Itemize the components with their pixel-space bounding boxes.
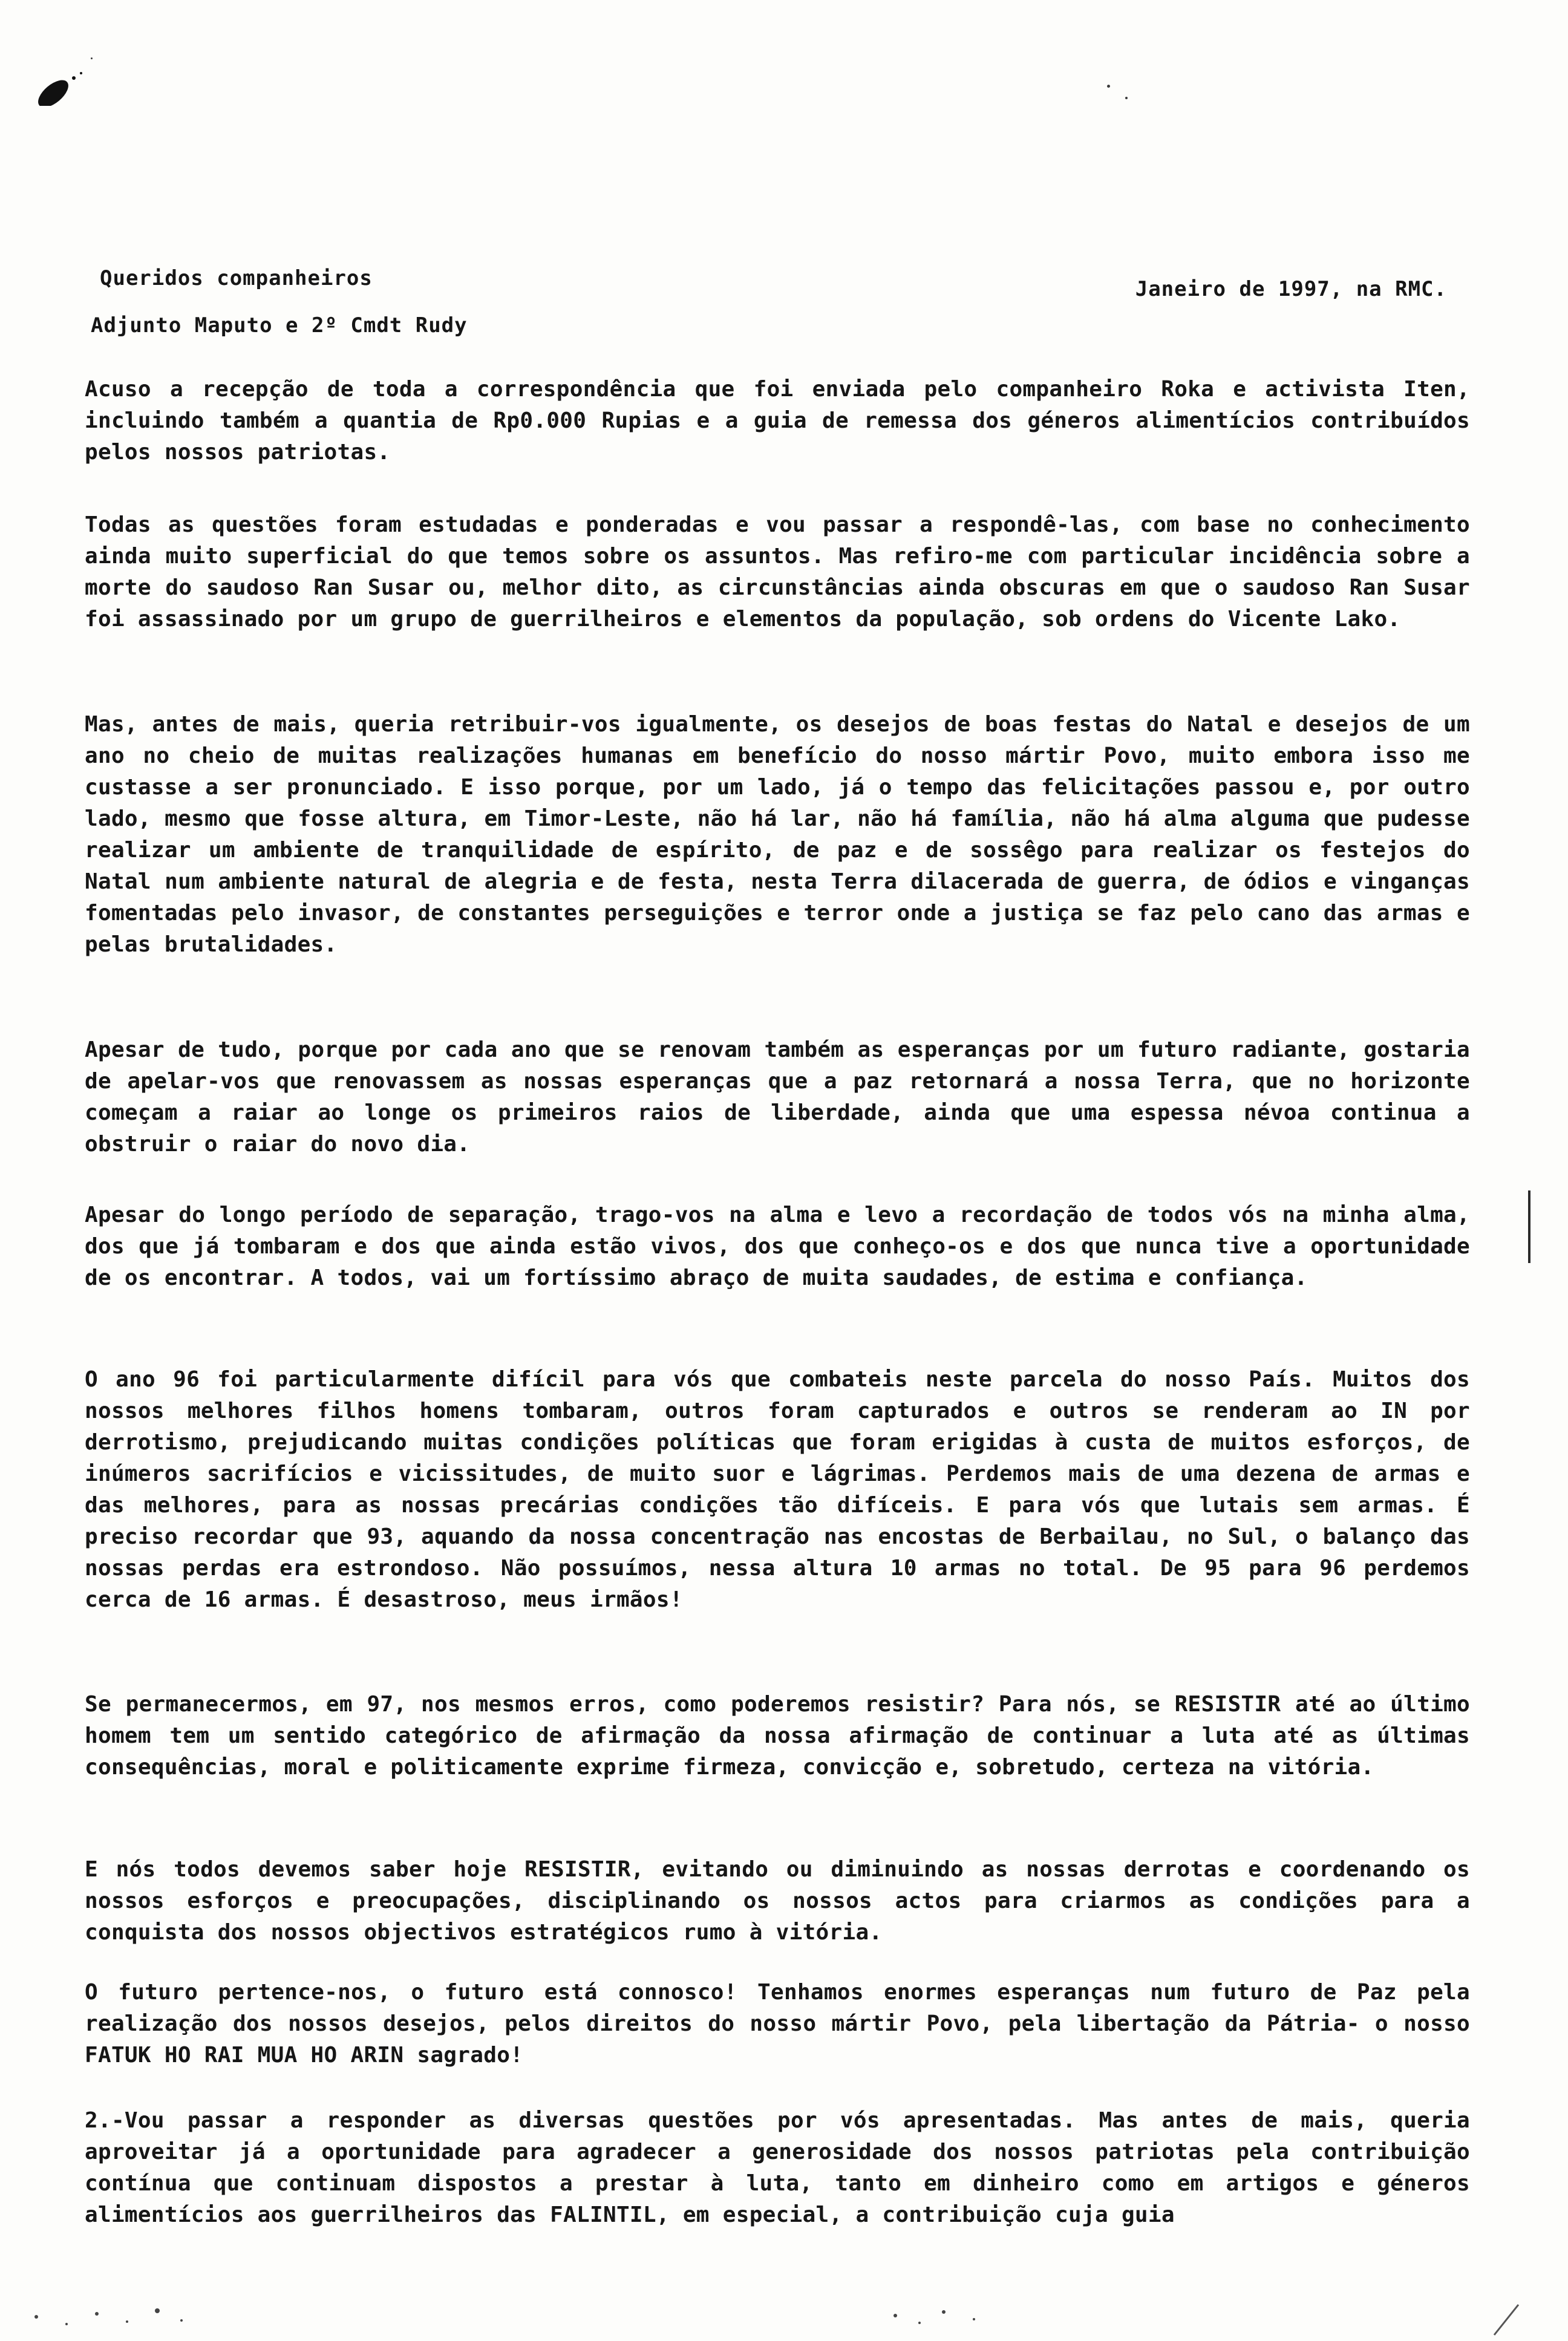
paragraph-4: Apesar de tudo, porque por cada ano que se renovam também as esperanças por um futuro radiante, gostaria de apelar-vos que renovassem as nossas esperanças que a paz retornará a nossa Terra, que no horizonte começam a raiar ao longe os primeiros raios de liberdade, ainda que uma espessa névoa continua a obstruir o raiar do novo dia. — [85, 1037, 1470, 1157]
paragraph-1: Acuso a recepção de toda a correspondência que foi enviada pelo companheiro Roka e activista Iten, incluindo também a quantia de Rp0.000 Rupias e a guia de remessa dos géneros alimentícios contribuídos pelos nossos patriotas. — [85, 377, 1470, 465]
paragraph-2: Todas as questões foram estudadas e ponderadas e vou passar a respondê-las, com base no conhecimento ainda muito superficial do que temos sobre os assuntos. Mas refiro-me com particular incidência sobre a morte do saudoso Ran Susar ou, melhor dito, as circunstâncias ainda obscuras em que o saudoso Ran Susar foi assassinado por um grupo de guerrilheiros e elementos da população, sob ordens do Vicente Lako. — [85, 512, 1470, 632]
margin-line-mark — [1528, 1190, 1530, 1263]
salutation: Queridos companheiros — [100, 266, 373, 290]
ink-blot-mark — [30, 70, 88, 106]
paragraph-9: O futuro pertence-nos, o futuro está connosco! Tenhamos enormes esperanças num futuro de Paz pela realização dos nossos desejos, pelos direitos do nosso mártir Povo, pela libertação da Pátria- o nosso FATUK HO RAI MUA HO ARIN sagrado! — [85, 1980, 1470, 2068]
scan-edge-noise — [0, 2281, 1568, 2341]
paragraph-6: O ano 96 foi particularmente difícil para vós que combateis neste parcela do nosso País. Muitos dos nossos melhores filhos homens tombaram, outros foram capturados e outros se renderam ao IN por derrotismo, prejudicando muitas condições políticas que foram erigidas à custa de muitos esforços, de inúmeros sacrifícios e vicissitudes, de muito suor e lágrimas. Perdemos mais de uma dezena de armas e das melhores, para as nossas precárias condições tão difíceis. E para vós que lutais sem armas. É preciso recordar que 93, aquando da nossa concentração nas encostas de Berbailau, no Sul, o balanço das nossas perdas era estrondoso. Não possuímos, nessa altura 10 armas no total. De 95 para 96 perdemos cerca de 16 armas. É desastroso, meus irmãos! — [85, 1367, 1470, 1612]
paragraph-10: 2.-Vou passar a responder as diversas questões por vós apresentadas. Mas antes de mais, queria aproveitar já a oportunidade para agradecer a generosidade dos nossos patriotas pela contribuição contínua que continuam dispostos a prestar à luta, tanto em dinheiro como em artigos e géneros alimentícios aos guerrilheiros das FALINTIL, em especial, a contribuição cuja guia — [85, 2108, 1470, 2227]
scan-speck — [1125, 97, 1128, 99]
letter-date: Janeiro de 1997, na RMC. — [1135, 277, 1447, 301]
scan-speck — [1107, 85, 1110, 88]
addressees: Adjunto Maputo e 2º Cmdt Rudy — [91, 313, 468, 338]
paragraph-8: E nós todos devemos saber hoje RESISTIR, evitando ou diminuindo as nossas derrotas e coordenando os nossos esforços e preocupações, disciplinando os nossos actos para criarmos as condições para a conquista dos nossos objectivos estratégicos rumo à vitória. — [85, 1857, 1470, 1945]
paragraph-7: Se permanecermos, em 97, nos mesmos erros, como poderemos resistir? Para nós, se RESISTIR até ao último homem tem um sentido categórico de afirmação da nossa afirmação de continuar a luta até as últimas consequências, moral e politicamente exprime firmeza, convicção e, sobretudo, certeza na vitória. — [85, 1692, 1470, 1780]
scan-speck — [91, 57, 93, 59]
paragraph-5: Apesar do longo período de separação, trago-vos na alma e levo a recordação de todos vós na minha alma, dos que já tombaram e dos que ainda estão vivos, dos que conheço-os e dos que nunca tive a oportunidade de os encontrar. A todos, vai um fortíssimo abraço de muita saudades, de estima e confiança. — [85, 1203, 1470, 1290]
paragraph-3: Mas, antes de mais, queria retribuir-vos igualmente, os desejos de boas festas do Natal e desejos de um ano no cheio de muitas realizações humanas em benefício do nosso mártir Povo, muito embora isso me custasse a ser pronunciado. E isso porque, por um lado, já o tempo das felicitações passou e, por outro lado, mesmo que fosse altura, em Timor-Leste, não há lar, não há família, não há alma alguma que pudesse realizar um ambiente de tranquilidade de espírito, de paz e de sossêgo para realizar os festejos do Natal num ambiente natural de alegria e de festa, nesta Terra dilacerada de guerra, de ódios e vinganças fomentadas pelo invasor, de constantes perseguições e terror onde a justiça se faz pelo cano das armas e pelas brutalidades. — [85, 712, 1470, 957]
